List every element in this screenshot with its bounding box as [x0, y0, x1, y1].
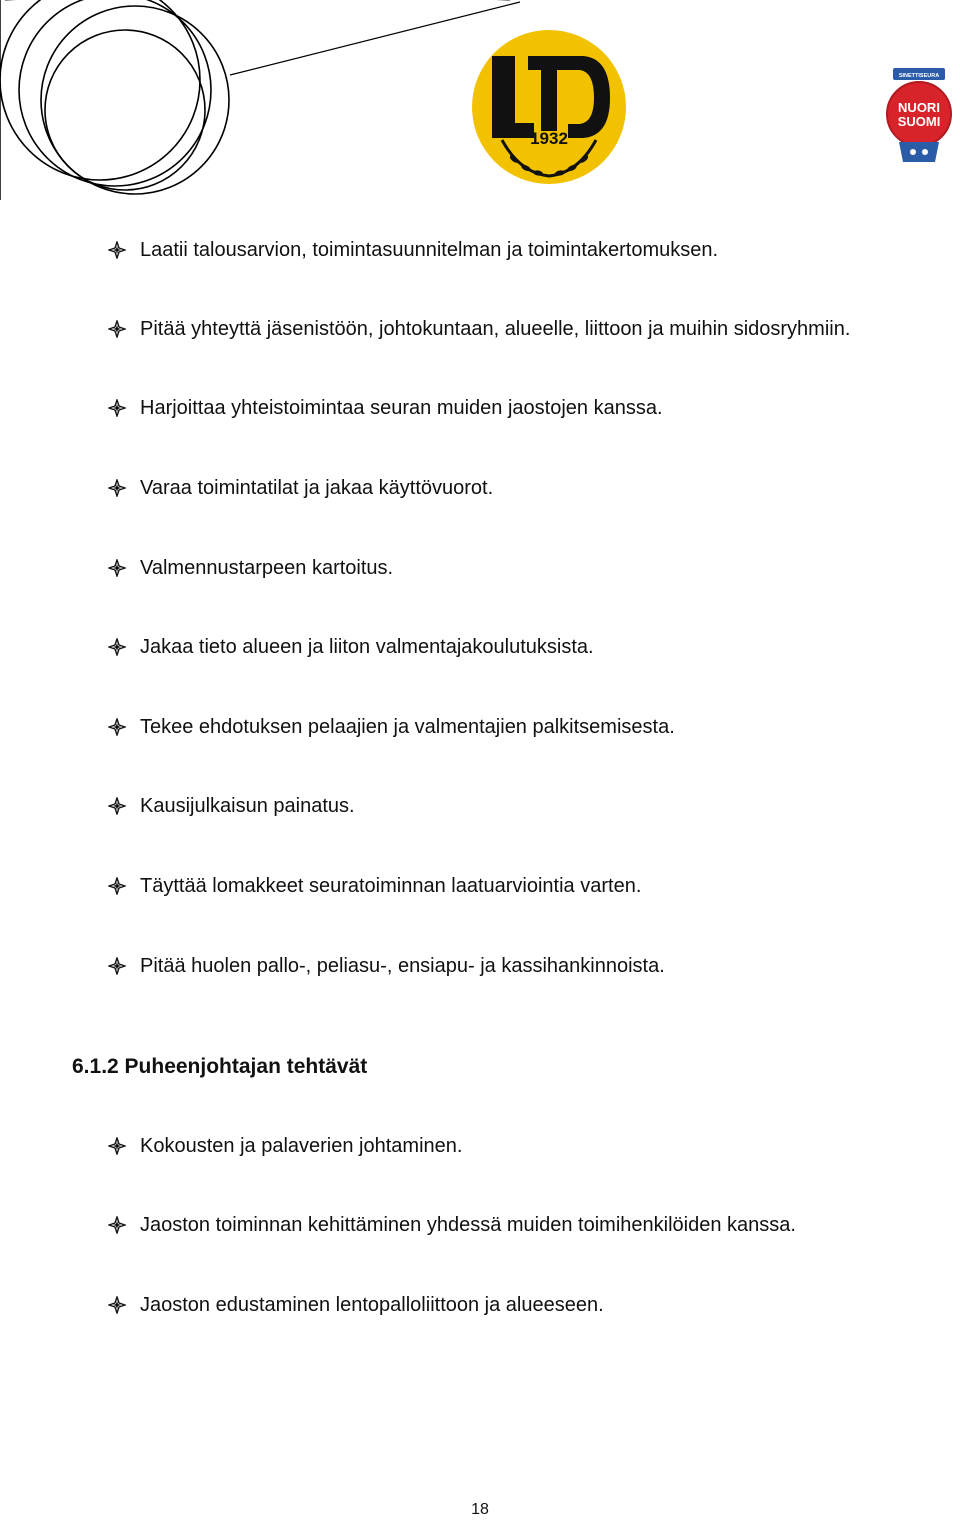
list-item: [108, 954, 665, 978]
list-item: [108, 794, 355, 818]
list-item-text: Laatii talousarvion, toimintasuunnitelman ja toimintakertomuksen.: [140, 239, 719, 261]
diamond-bullet-icon: [108, 957, 126, 975]
nuori-logo-badge: SINETTISEURA: [898, 73, 940, 79]
list-item-text: Täyttää lomakkeet seuratoiminnan laatuarviointia varten.: [140, 875, 642, 897]
list-item-text: Kausijulkaisun painatus.: [140, 795, 355, 817]
list-item: [108, 556, 393, 580]
list-item: [108, 635, 594, 659]
list-item: [108, 715, 675, 739]
diamond-bullet-icon: [108, 638, 126, 656]
diamond-bullet-icon: [108, 320, 126, 338]
diamond-bullet-icon: [108, 559, 126, 577]
list-item: [108, 476, 493, 500]
list-item-text: Jaoston edustaminen lentopalloliittoon ja alueeseen.: [140, 1294, 604, 1316]
diamond-bullet-icon: [108, 241, 126, 259]
nuori-logo-bottom: SUOMI: [897, 114, 941, 129]
nuori-logo-top: NUORI: [898, 100, 940, 115]
header-circles-decoration: [0, 0, 530, 200]
list-item-text: Jaoston toiminnan kehittäminen yhdessä muiden toimihenkilöiden kanssa.: [140, 1214, 796, 1236]
list-item-text: Pitää huolen pallo-, peliasu-, ensiapu- ja kassihankinnoista.: [140, 955, 665, 977]
diamond-bullet-icon: [108, 399, 126, 417]
diamond-bullet-icon: [108, 1296, 126, 1314]
list-item: [108, 1134, 462, 1158]
nuori-suomi-logo: [883, 66, 955, 170]
list-item: [108, 317, 850, 341]
list-item: [108, 1293, 604, 1317]
diamond-bullet-icon: [108, 1137, 126, 1155]
club-logo: [470, 28, 628, 186]
list-item: [108, 396, 663, 420]
list-item-text: Valmennustarpeen kartoitus.: [140, 557, 394, 579]
section-heading: 6.1.2 Puheenjohtajan tehtävät: [72, 1055, 368, 1078]
list-item-text: Kokousten ja palaverien johtaminen.: [140, 1135, 463, 1157]
list-item-text: Jakaa tieto alueen ja liiton valmentajakoulutuksista.: [140, 636, 594, 658]
list-item: [108, 874, 641, 898]
list-item: [108, 1213, 796, 1237]
list-item: [108, 238, 718, 262]
diamond-bullet-icon: [108, 797, 126, 815]
diamond-bullet-icon: [108, 877, 126, 895]
list-item-text: Varaa toimintatilat ja jakaa käyttövuorot.: [140, 477, 494, 499]
club-logo-year: 1932: [530, 129, 568, 148]
list-item-text: Pitää yhteyttä jäsenistöön, johtokuntaan, alueelle, liittoon ja muihin sidosryhmiin.: [140, 318, 851, 340]
page-number: 18: [471, 1501, 489, 1518]
diamond-bullet-icon: [108, 1216, 126, 1234]
diamond-bullet-icon: [108, 479, 126, 497]
list-item-text: Harjoittaa yhteistoimintaa seuran muiden jaostojen kanssa.: [140, 397, 663, 419]
list-item-text: Tekee ehdotuksen pelaajien ja valmentajien palkitsemisesta.: [140, 716, 675, 738]
diamond-bullet-icon: [108, 718, 126, 736]
